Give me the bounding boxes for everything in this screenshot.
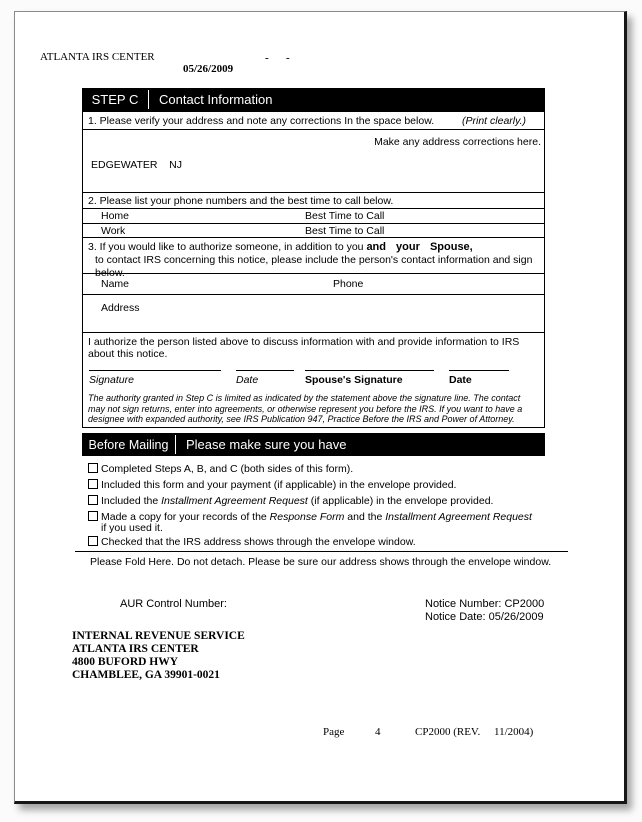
work-phone-label: Work — [101, 224, 126, 237]
home-phone-row[interactable] — [83, 209, 544, 224]
irs-center-name: ATLANTA IRS CENTER — [40, 51, 155, 63]
aur-control-number-label: AUR Control Number: — [120, 598, 227, 610]
before-mailing-bar — [82, 433, 545, 456]
checklist-item-italic: Installment Agreement Request — [161, 495, 308, 507]
checklist-item-text: Included this form and your payment (if applicable) in the envelope provided. — [101, 479, 457, 491]
checkbox[interactable] — [88, 536, 98, 546]
verify-address-row — [83, 112, 544, 130]
authorize-instruction-text: 3. If you would like to authorize someone, in addition to you — [88, 241, 364, 253]
phone-label: Phone — [333, 278, 364, 290]
notice-number: Notice Number: CP2000 — [425, 598, 545, 610]
checklist-item-text: and the — [344, 511, 386, 523]
step-c-bar — [82, 88, 545, 111]
checklist-item — [88, 495, 493, 507]
address-correction-hint: Make any address corrections here. — [374, 136, 541, 148]
header-dash: - — [286, 52, 290, 64]
spouse-date-line[interactable] — [449, 370, 509, 371]
contact-information-table — [82, 111, 545, 428]
checklist-item — [88, 511, 532, 534]
checkbox[interactable] — [88, 463, 98, 473]
footer-page-number: 4 — [375, 726, 381, 738]
step-c-bar-label: STEP C — [91, 92, 139, 107]
verify-address-text: 1. Please verify your address and note any corrections In the space below. — [88, 114, 435, 127]
footer-revision-date: 11/2004) — [494, 726, 534, 738]
checklist-item-italic: Installment Agreement Request — [385, 511, 532, 523]
notice-info — [425, 598, 544, 624]
return-address-line: 4800 BUFORD HWY — [72, 656, 179, 668]
authorization-signature-row — [83, 333, 544, 427]
phone-instruction-row — [83, 193, 544, 209]
spouse-date-label: Date — [449, 374, 472, 386]
header-dash: - — [265, 52, 269, 64]
checkbox[interactable] — [88, 495, 98, 505]
checklist-item — [88, 463, 353, 475]
checklist-item-text: Checked that the IRS address shows through the envelope window. — [101, 536, 416, 548]
and-your-spouse-text: and your Spouse, — [366, 241, 473, 253]
home-phone-label: Home — [101, 210, 130, 222]
spouse-signature-line[interactable] — [305, 370, 434, 371]
checkbox[interactable] — [88, 511, 98, 521]
authorize-instruction-row — [83, 238, 544, 279]
authorize-instruction-cont: to contact IRS concerning this notice, please include the person's contact information and sign below. — [95, 254, 533, 279]
authority-fine-print: The authority granted in Step C is limited as indicated by the statement above the signature line. The contact may not sign returns, enter into agreements, or otherwise represent you before the IRS. If you want to have a designee with expanded authority, see IRS Publication 947, Practice Before the IRS and Power of Attorney. — [88, 393, 523, 424]
checkbox[interactable] — [88, 479, 98, 489]
signature-line[interactable] — [89, 370, 221, 371]
phone-instruction-text: 2. Please list your phone numbers and the best time to call below. — [88, 194, 394, 207]
checklist-item-text: if you used it. — [101, 522, 163, 534]
checklist-item-text: Made a copy for your records of the — [101, 511, 270, 523]
work-phone-row[interactable] — [83, 224, 544, 238]
name-phone-row[interactable] — [83, 274, 544, 295]
date-label: Date — [236, 374, 259, 386]
notice-date: Notice Date: 05/26/2009 — [425, 611, 544, 623]
home-best-time-label: Best Time to Call — [305, 210, 385, 222]
taxpayer-address-value: EDGEWATER NJ — [91, 159, 183, 171]
footer-page-label: Page — [323, 726, 345, 738]
before-mailing-bar-label: Before Mailing — [88, 437, 169, 452]
print-clearly-note: (Print clearly.) — [462, 114, 526, 127]
date-line[interactable] — [236, 370, 294, 371]
checklist-item — [88, 536, 416, 548]
spouse-signature-label: Spouse's Signature — [305, 374, 403, 386]
return-address-line: INTERNAL REVENUE SERVICE — [72, 630, 245, 642]
return-address-block — [72, 630, 245, 682]
return-address-line: CHAMBLEE, GA 39901-0021 — [72, 669, 220, 681]
step-c-bar-title: Contact Information — [159, 92, 273, 107]
checklist-item-text: Completed Steps A, B, and C (both sides of this form). — [101, 463, 354, 475]
address-label: Address — [101, 302, 140, 314]
return-address-line: ATLANTA IRS CENTER — [72, 643, 199, 655]
fold-here-note: Please Fold Here. Do not detach. Please be sure our address shows through the envelope window. — [90, 556, 552, 568]
work-best-time-label: Best Time to Call — [305, 224, 385, 237]
address-correction-area[interactable] — [83, 130, 544, 193]
signature-label: Signature — [89, 374, 134, 386]
checklist-item-text: Included the — [101, 495, 162, 507]
fold-divider-line — [75, 551, 568, 552]
form-page-sheet — [14, 11, 627, 804]
address-row[interactable] — [83, 295, 544, 333]
checklist-item — [88, 479, 456, 491]
header-date: 05/26/2009 — [183, 63, 234, 75]
checklist-item-italic: Response Form — [269, 511, 345, 523]
before-mailing-bar-title: Please make sure you have — [186, 437, 347, 452]
authorization-statement: I authorize the person listed above to discuss information with and provide information to IRS about this notice. — [88, 336, 520, 360]
footer-form-revision: CP2000 (REV. — [415, 726, 481, 738]
checklist-item-text: (if applicable) in the envelope provided. — [307, 495, 494, 507]
name-label: Name — [101, 278, 130, 290]
